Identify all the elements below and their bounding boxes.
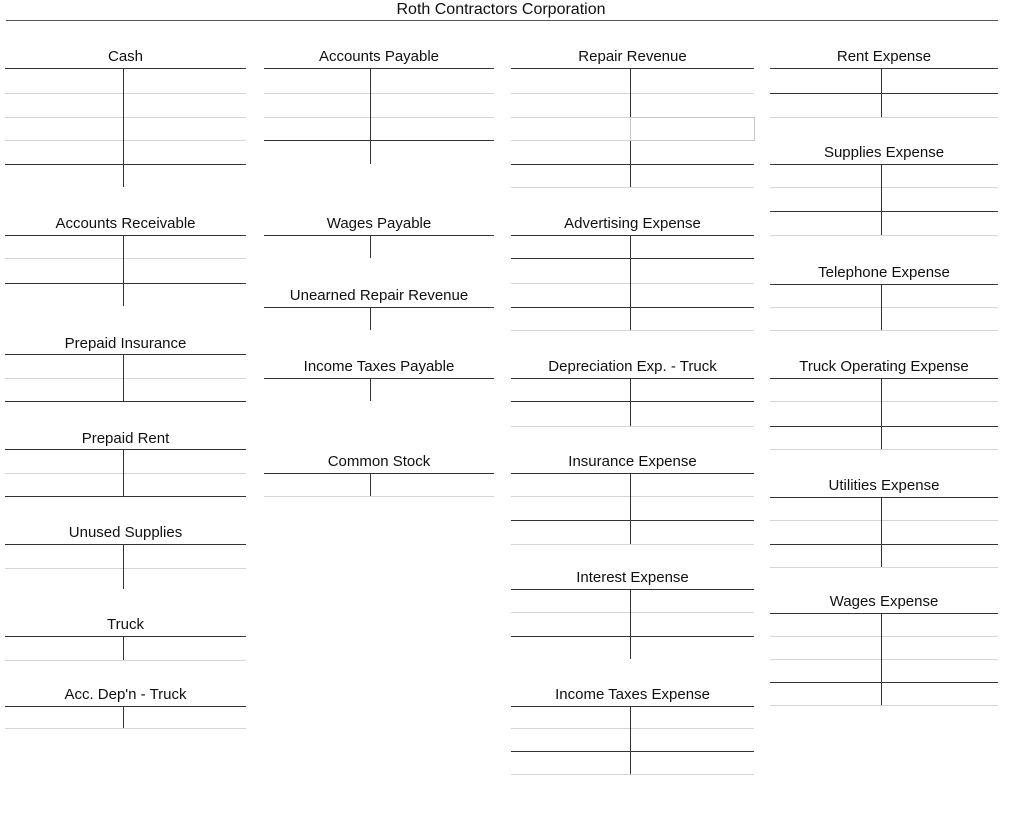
t-account-prepaid-insurance — [5, 334, 246, 402]
grid-row-line — [511, 544, 754, 545]
debit-credit-divider — [881, 613, 882, 705]
header-rule — [770, 613, 998, 614]
header-rule — [511, 235, 754, 236]
account-title: Telephone Expense — [818, 264, 950, 281]
header-rule — [264, 307, 494, 308]
grid-row-line — [770, 567, 998, 568]
t-account-supplies-expense — [770, 143, 998, 236]
grid-row-line — [511, 93, 754, 94]
total-rule — [770, 682, 998, 683]
t-account-depreciation-exp-truck — [511, 357, 754, 427]
t-account-accounts-receivable — [5, 214, 246, 307]
debit-credit-divider — [630, 378, 631, 426]
grid-row-line — [511, 426, 754, 427]
header-rule — [5, 449, 246, 450]
header-rule — [5, 706, 246, 707]
header-rule — [511, 378, 754, 379]
header-rule — [5, 235, 246, 236]
t-account-rent-expense — [770, 47, 998, 118]
account-title: Truck — [107, 616, 144, 633]
debit-credit-divider — [370, 68, 371, 164]
grid-row-line — [264, 117, 494, 118]
total-rule — [770, 93, 998, 94]
total-rule — [511, 636, 754, 637]
total-rule — [770, 544, 998, 545]
grid-row-line — [5, 117, 246, 118]
t-account-truck — [5, 615, 246, 661]
t-account-telephone-expense — [770, 263, 998, 331]
grid-row-line — [5, 378, 246, 379]
grid-row-line — [5, 473, 246, 474]
grid-row-line — [264, 496, 494, 497]
account-title: Accounts Receivable — [55, 215, 196, 232]
t-account-truck-operating-expense — [770, 357, 998, 450]
header-rule — [264, 378, 494, 379]
title-rule — [6, 20, 998, 21]
grid-row-line — [770, 117, 998, 118]
t-account-income-taxes-expense — [511, 685, 754, 775]
header-rule — [264, 68, 494, 69]
debit-credit-divider — [881, 68, 882, 117]
total-rule — [511, 307, 754, 308]
header-rule — [770, 164, 998, 165]
t-account-utilities-expense — [770, 476, 998, 568]
grid-row-line — [5, 568, 246, 569]
grid-row-line — [5, 93, 246, 94]
grid-row-line — [770, 187, 998, 188]
account-title: Supplies Expense — [823, 144, 945, 161]
header-rule — [511, 68, 754, 69]
grid-row-line — [770, 307, 998, 308]
grid-row-line — [511, 330, 754, 331]
t-account-wages-payable — [264, 214, 494, 259]
header-rule — [770, 284, 998, 285]
debit-credit-divider — [123, 636, 124, 660]
account-title: Interest Expense — [576, 569, 689, 586]
grid-row-line — [770, 235, 998, 236]
t-account-unearned-repair-revenue — [264, 286, 494, 331]
account-title: Wages Payable — [326, 215, 432, 232]
account-title: Prepaid Insurance — [64, 335, 187, 352]
grid-row-line — [770, 401, 998, 402]
grid-row-line — [511, 187, 754, 188]
debit-credit-divider — [123, 449, 124, 496]
total-rule — [5, 164, 246, 165]
grid-row-line — [511, 612, 754, 613]
grid-row-line — [770, 636, 998, 637]
debit-credit-divider — [370, 473, 371, 496]
total-rule — [511, 258, 754, 259]
header-rule — [770, 68, 998, 69]
total-rule — [5, 68, 246, 69]
grid-row-line — [511, 496, 754, 497]
account-title: Common Stock — [327, 453, 431, 470]
header-rule — [264, 235, 494, 236]
t-account-interest-expense — [511, 568, 754, 660]
grid-row-line — [5, 140, 246, 141]
t-account-common-stock — [264, 452, 494, 497]
debit-credit-divider — [370, 378, 371, 401]
grid-row-line — [770, 330, 998, 331]
account-title: Prepaid Rent — [81, 430, 170, 447]
account-title: Cash — [107, 48, 144, 65]
grid-row-line — [770, 520, 998, 521]
debit-credit-divider — [630, 473, 631, 544]
selected-cell[interactable] — [630, 117, 755, 141]
account-title: Acc. Dep'n - Truck — [64, 686, 187, 703]
grid-row-line — [264, 93, 494, 94]
total-rule — [5, 496, 246, 497]
grid-row-line — [770, 705, 998, 706]
header-rule — [5, 544, 246, 545]
t-account-unused-supplies — [5, 523, 246, 590]
total-rule — [770, 426, 998, 427]
account-title: Depreciation Exp. - Truck — [548, 358, 717, 375]
total-rule — [511, 401, 754, 402]
debit-credit-divider — [881, 497, 882, 567]
t-account-cash — [5, 47, 246, 188]
header-rule — [511, 473, 754, 474]
account-title: Accounts Payable — [318, 48, 440, 65]
account-title: Truck Operating Expense — [799, 358, 969, 375]
total-rule — [5, 283, 246, 284]
debit-credit-divider — [123, 706, 124, 728]
total-rule — [770, 211, 998, 212]
debit-credit-divider — [123, 354, 124, 401]
header-rule — [264, 473, 494, 474]
header-rule — [511, 706, 754, 707]
debit-credit-divider — [370, 235, 371, 258]
header-rule — [511, 589, 754, 590]
header-rule — [770, 497, 998, 498]
account-title: Unearned Repair Revenue — [289, 287, 469, 304]
header-rule — [5, 354, 246, 355]
total-rule — [511, 164, 754, 165]
debit-credit-divider — [881, 378, 882, 449]
t-account-prepaid-rent — [5, 429, 246, 497]
t-account-income-taxes-payable — [264, 357, 494, 402]
grid-row-line — [5, 660, 246, 661]
account-title: Unused Supplies — [68, 524, 183, 541]
debit-credit-divider — [630, 589, 631, 659]
total-rule — [511, 751, 754, 752]
account-title: Rent Expense — [836, 48, 932, 65]
total-rule — [511, 520, 754, 521]
debit-credit-divider — [123, 235, 124, 306]
grid-row-line — [5, 258, 246, 259]
account-title: Wages Expense — [829, 593, 939, 610]
grid-row-line — [770, 449, 998, 450]
debit-credit-divider — [630, 235, 631, 330]
company-title: Roth Contractors Corporation — [396, 1, 606, 18]
t-account-advertising-expense — [511, 214, 754, 331]
t-account-wages-expense — [770, 592, 998, 706]
debit-credit-divider — [630, 706, 631, 774]
debit-credit-divider — [123, 544, 124, 589]
grid-row-line — [5, 728, 246, 729]
account-title: Advertising Expense — [564, 215, 701, 232]
account-title: Repair Revenue — [578, 48, 687, 65]
t-account-acc-depn-truck — [5, 685, 246, 729]
grid-row-line — [511, 283, 754, 284]
account-title: Income Taxes Expense — [555, 686, 710, 703]
account-title: Insurance Expense — [568, 453, 697, 470]
total-rule — [5, 401, 246, 402]
header-rule — [5, 636, 246, 637]
t-account-accounts-payable — [264, 47, 494, 165]
header-rule — [770, 378, 998, 379]
account-title: Utilities Expense — [828, 477, 940, 494]
grid-row-line — [511, 774, 754, 775]
debit-credit-divider — [881, 164, 882, 235]
total-rule — [264, 140, 494, 141]
account-title: Income Taxes Payable — [303, 358, 455, 375]
grid-row-line — [511, 728, 754, 729]
debit-credit-divider — [123, 68, 124, 187]
grid-row-line — [770, 659, 998, 660]
t-account-insurance-expense — [511, 452, 754, 545]
debit-credit-divider — [370, 307, 371, 330]
debit-credit-divider — [881, 284, 882, 330]
